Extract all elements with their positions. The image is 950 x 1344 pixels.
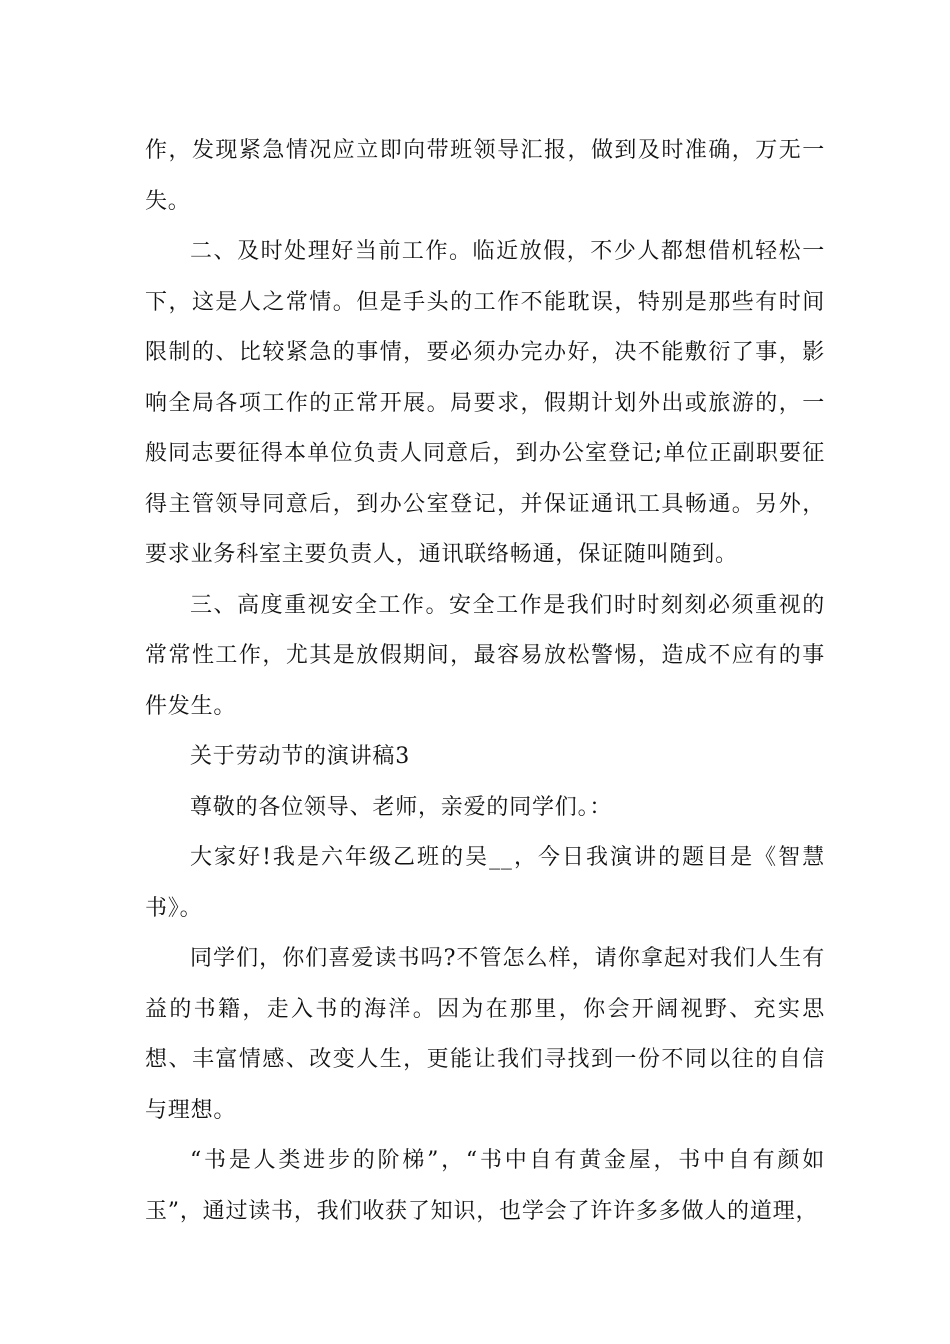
- document-body: [145, 126, 825, 1237]
- paragraph-point-three: 三、高度重视安全工作。安全工作是我们时时刻刻必须重视的常常性工作，尤其是放假期间，最容易放松警惕，造成不应有的事件发生。: [145, 592, 825, 719]
- salutation: 尊敬的各位领导、老师，亲爱的同学们。：: [190, 794, 613, 820]
- paragraph-quotes: “书是人类进步的阶梯”，“书中自有黄金屋，书中自有颜如玉”，通过读书，我们收获了知识，也学会了许许多多做人的道理，: [145, 1148, 825, 1224]
- section-heading: 关于劳动节的演讲稿3: [190, 744, 410, 769]
- paragraph-greeting: 大家好!我是六年级乙班的吴__，今日我演讲的题目是《智慧书》。: [145, 845, 825, 921]
- paragraph-continuation: 作，发现紧急情况应立即向带班领导汇报，做到及时准确，万无一失。: [145, 138, 825, 214]
- paragraph-reading: 同学们，你们喜爱读书吗?不管怎么样，请你拿起对我们人生有益的书籍，走入书的海洋。因为在那里，你会开阔视野、充实思想、丰富情感、改变人生，更能让我们寻找到一份不同以往的自信与理想。: [145, 946, 825, 1123]
- paragraph-point-two: 二、及时处理好当前工作。临近放假，不少人都想借机轻松一下，这是人之常情。但是手头的工作不能耽误，特别是那些有时间限制的、比较紧急的事情，要必须办完办好，决不能敷衍了事，影响全局各项工作的正常开展。局要求，假期计划外出或旅游的，一般同志要征得本单位负责人同意后，到办公室登记;单位正副职要征得主管领导同意后，到办公室登记，并保证通讯工具畅通。另外，要求业务科室主要负责人，通讯联络畅通，保证随叫随到。: [145, 239, 825, 567]
